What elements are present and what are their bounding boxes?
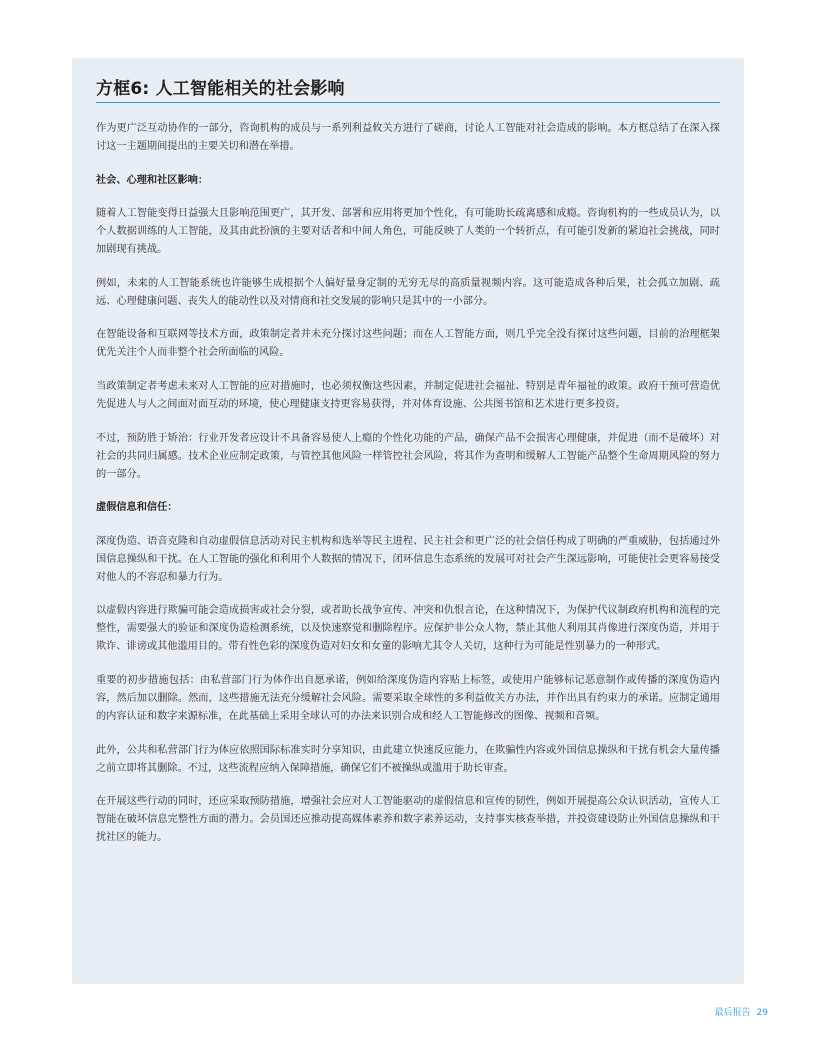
paragraph: 例如，未来的人工智能系统也许能够生成根据个人偏好量身定制的无穷无尽的高质量视频内容。这可能造成各种后果，社会孤立加剧、疏远、心理健康问题、丧失人的能动性以及对情商和社交发展的影响只是其中的一小部分。	[96, 277, 720, 307]
paragraph: 重要的初步措施包括：由私营部门行为体作出自愿承诺，例如给深度伪造内容贴上标签，或使用户能够标记恶意制作或传播的深度伪造内容，然后加以删除。然而，这些措施无法充分缓解社会风险。需要采取全球性的多利益攸关方办法，并作出具有约束力的承诺。应制定通用的内容认证和数字来源标准，在此基础上采用全球认可的办法来识别合成和经人工智能修改的图像、视频和音频。	[96, 674, 720, 722]
section-heading-disinformation: 虚假信息和信任：	[96, 502, 178, 514]
paragraph: 不过，预防胜于矫治：行业开发者应设计不具备容易使人上瘾的个性化功能的产品，确保产品不会损害心理健康，并促进（而不是破坏）对社会的共同归属感。技术企业应制定政策，与管控其他风险一样管控社会风险，将其作为查明和缓解人工智能产品整个生命周期风险的努力的一部分。	[96, 432, 720, 480]
section-heading-social: 社会、心理和社区影响：	[96, 174, 209, 186]
title-divider	[96, 102, 720, 103]
box-content	[96, 120, 720, 863]
page-number: 29	[756, 1008, 768, 1018]
paragraph: 深度伪造、语音克隆和自动虚假信息活动对民主机构和选举等民主进程、民主社会和更广泛的社会信任构成了明确的严重威胁，包括通过外国信息操纵和干扰。在人工智能的强化和利用个人数据的情况下，闭环信息生态系统的发展可对社会产生深远影响，可能使社会更容易接受对他人的不容忍和暴力行为。	[96, 535, 720, 583]
paragraph: 在智能设备和互联网等技术方面，政策制定者并未充分探讨这些问题；而在人工智能方面，则几乎完全没有探讨这些问题，目前的治理框架优先关注个人而非整个社会所面临的风险。	[96, 329, 720, 359]
footer-label: 最后报告	[714, 1008, 751, 1018]
paragraph: 以虚假内容进行欺骗可能会造成损害或社会分裂，或者助长战争宣传、冲突和仇恨言论，在这种情况下，为保护代议制政府机构和流程的完整性，需要强大的验证和深度伪造检测系统，以及快速察觉和删除程序。应保护非公众人物，禁止其他人利用其肖像进行深度伪造，并用于欺诈、诽谤或其他滥用目的。带有性色彩的深度伪造对妇女和女童的影响尤其令人关切，这种行为可能是性别暴力的一种形式。	[96, 605, 720, 653]
page-footer	[712, 1005, 768, 1018]
box-title: 方框6: 人工智能相关的社会影响	[96, 79, 345, 99]
text-box-panel	[72, 58, 744, 984]
paragraph: 作为更广泛互动协作的一部分，咨询机构的成员与一系列利益攸关方进行了磋商，讨论人工智能对社会造成的影响。本方框总结了在深入探讨这一主题期间提出的主要关切和潜在举措。	[96, 123, 720, 152]
paragraph: 在开展这些行动的同时，还应采取预防措施，增强社会应对人工智能驱动的虚假信息和宣传的韧性，例如开展提高公众认识活动，宣传人工智能在破坏信息完整性方面的潜力。会员国还应推动提高媒体素养和数字素养运动，支持事实核查举措，并投资建设防止外国信息操纵和干扰社区的能力。	[96, 796, 720, 844]
paragraph: 此外，公共和私营部门行为体应依照国际标准实时分享知识，由此建立快速反应能力，在欺骗性内容或外国信息操纵和干扰有机会大量传播之前立即将其删除。不过，这些流程应纳入保障措施，确保它们不被操纵或滥用于助长审查。	[96, 744, 720, 774]
paragraph: 随着人工智能变得日益强大且影响范围更广，其开发、部署和应用将更加个性化，有可能助长疏离感和成瘾。咨询机构的一些成员认为，以个人数据训练的人工智能，及其由此扮演的主要对话者和中间人角色，可能反映了人类的一个转折点，有可能引发新的紧迫社会挑战，同时加剧现有挑战。	[96, 208, 720, 256]
paragraph: 当政策制定者考虑未来对人工智能的应对措施时，也必须权衡这些因素，并制定促进社会福祉、特别是青年福祉的政策。政府干预可营造优先促进人与人之间面对面互动的环境，使心理健康支持更容易获得，并对体育设施、公共图书馆和艺术进行更多投资。	[96, 380, 720, 410]
